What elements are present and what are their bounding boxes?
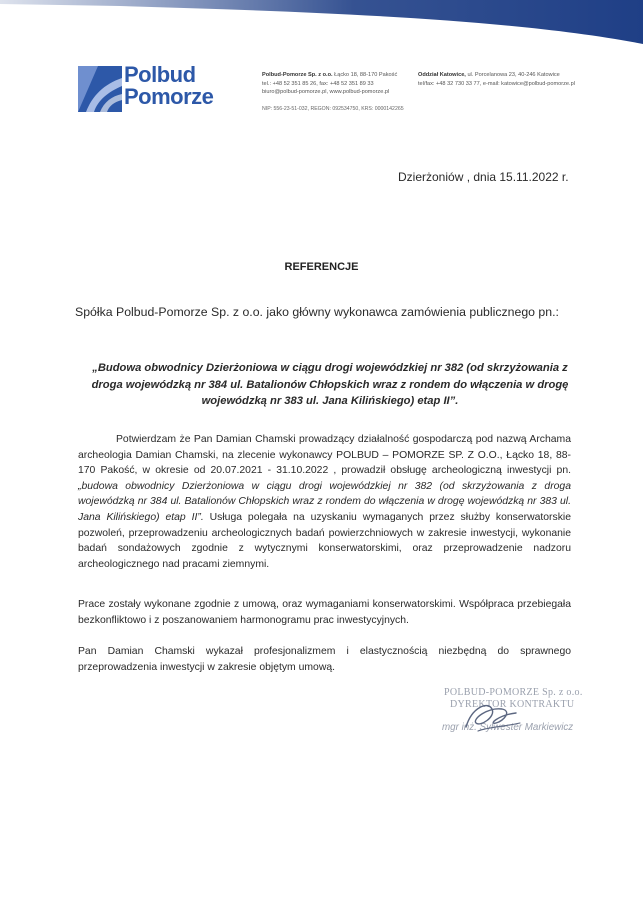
logo-line-1: Polbud: [124, 62, 196, 87]
branch-name: Oddział Katowice,: [418, 72, 466, 78]
letter-title: REFERENCJE: [284, 261, 359, 273]
letter-intro: Spółka Polbud-Pomorze Sp. z o.o. jako główny wykonawca zamówienia publicznego pn.:: [75, 305, 559, 319]
paragraph-professionalism: Pan Damian Chamski wykazał profesjonalizmem i elastycznością niezbędną do sprawnego przeprowadzenia inwestycji w zakresie objętym umową.: [78, 646, 571, 673]
paragraph-confirmation: [78, 432, 571, 572]
branch-address: ul. Porcelanowa 23, 40-246 Katowice: [467, 72, 560, 78]
letter-date: Dzierżoniów , dnia 15.11.2022 r.: [398, 170, 569, 184]
stamp-line-2: DYREKTOR KONTRAKTU: [450, 699, 575, 710]
logo-mark-icon: [78, 66, 122, 112]
company-contact-block: [262, 71, 412, 97]
header-swoosh-decoration: [0, 0, 643, 60]
branch-contact: tel/fax: +48 32 730 33 77, e-mail: katowice@polbud-pomorze.pl: [418, 80, 575, 87]
paragraph-confirmation-text-b: Usługa polegała na uzyskaniu wymaganych przez służby konserwatorskie pozwoleń, przeprowadzeniu archeologicznych badań powierzchniowych w zakresie inwestycji, wykonanie badań sondażowych zgodnie z wytycznymi konserwatorskimi, oraz przeprowadzenie nadzoru archeologicznego nad pracami ziemnymi.: [78, 511, 571, 570]
logo-wordmark: [124, 64, 213, 108]
paragraph-cooperation: Prace zostały wykonane zgodnie z umową, oraz wymaganiami konserwatorskimi. Współpraca przebiegała bezkonfliktowo i z poszanowaniem harmonogramu prac inwestycyjnych.: [78, 599, 571, 626]
stamp-line-1: POLBUD-POMORZE Sp. z o.o.: [444, 687, 583, 698]
company-address: Łącko 18, 88-170 Pakość: [334, 72, 398, 78]
stamp-line-3: mgr inż. Sylwester Markiewicz: [442, 722, 574, 733]
logo-line-2: Pomorze: [124, 84, 214, 109]
company-email-www: biuro@polbud-pomorze.pl, www.polbud-pomorze.pl: [262, 89, 390, 96]
paragraph-confirmation-quote: „budowa obwodnicy Dzierżoniowa w ciągu drogi wojewódzkiej nr 382 (od skrzyżowania z droga wojewódzką nr 384 ul. Batalionów Chłopskich wraz z rondem do włączenia w drogę wojewódzką nr 383 ul. Jana Kilińskiego) etap II”.: [78, 480, 571, 523]
project-name-quote: „Budowa obwodnicy Dzierżoniowa w ciągu drogi wojewódzkiej nr 382 (od skrzyżowania z droga wojewódzką nr 384 ul. Batalionów Chłopskich wraz z rondem do włączenia w drogę wojewódzką nr 383 ul. Jana Kilińskiego) etap II”.: [91, 362, 569, 407]
company-phones: tel.: +48 52 351 85 26, fax: +48 52 351 89 33: [262, 80, 374, 87]
company-registry: NIP: 556-23-51-032, REGON: 092534750, KRS: 0000142265: [262, 106, 404, 112]
company-name: Polbud-Pomorze Sp. z o.o.: [262, 72, 333, 78]
company-logo: [78, 64, 238, 116]
paragraph-confirmation-text-a: Potwierdzam że Pan Damian Chamski prowadzący działalność gospodarczą pod nazwą Archama archeologia Damian Chamski, na zlecenie wykonawcy POLBUD – POMORZE SP. Z O.O., Łącko 18, 88-170 Pakość, w okresie od 20.07.2021 - 31.10.2022 , prowadził obsługę archeologiczną inwestycji pn.: [78, 434, 571, 477]
branch-contact-block: [418, 71, 588, 88]
handwritten-signature: [458, 697, 528, 737]
